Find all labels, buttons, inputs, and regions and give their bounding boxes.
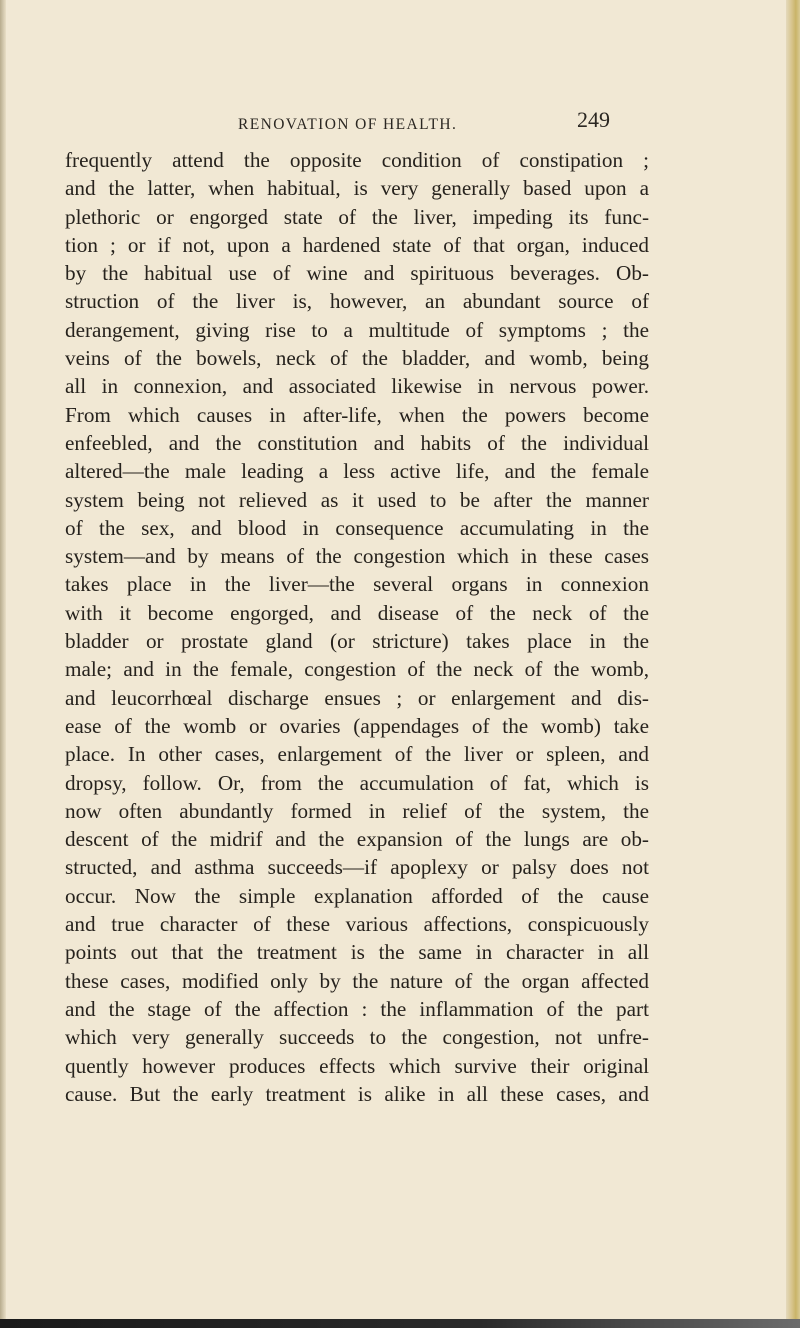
text-line: frequently attend the opposite condition of constipation ; <box>65 148 649 172</box>
text-line: descent of the midrif and the expansion of the lungs are ob- <box>65 827 649 852</box>
text-line: of the sex, and blood in consequence accumulating in the <box>65 515 649 540</box>
page-bottom-edge <box>0 1319 800 1328</box>
text-line: tion ; or if not, upon a hardened state of that organ, induced <box>65 232 649 257</box>
text-line: veins of the bowels, neck of the bladder, and womb, being <box>65 346 649 371</box>
text-line: takes place in the liver—the several organs in connexion <box>65 572 649 597</box>
page-right-edge <box>786 0 800 1328</box>
running-head: RENOVATION OF HEALTH. <box>238 116 458 133</box>
text-line: points out that the treatment is the same in character in all <box>65 940 649 965</box>
text-line: plethoric or engorged state of the liver, impeding its func- <box>65 204 649 229</box>
text-line: and the latter, when habitual, is very generally based upon a <box>65 176 649 201</box>
text-line: and leucorrhœal discharge ensues ; or enlargement and dis- <box>65 685 649 710</box>
text-line: place. In other cases, enlargement of the liver or spleen, and <box>65 742 649 767</box>
text-line: male; and in the female, congestion of the neck of the womb, <box>65 657 649 682</box>
text-line: and true character of these various affections, conspicuously <box>65 912 649 937</box>
text-line: which very generally succeeds to the congestion, not unfre- <box>65 1025 649 1050</box>
text-line: quently however produces effects which survive their original <box>65 1053 649 1078</box>
text-line: enfeebled, and the constitution and habits of the individual <box>65 430 649 455</box>
text-line: struction of the liver is, however, an abundant source of <box>65 289 649 314</box>
text-line: all in connexion, and associated likewise in nervous power. <box>65 374 649 399</box>
text-line: ease of the womb or ovaries (appendages of the womb) take <box>65 713 649 738</box>
page-number: 249 <box>577 107 610 132</box>
text-line: From which causes in after-life, when the powers become <box>65 402 649 427</box>
text-line: and the stage of the affection : the inflammation of the part <box>65 996 649 1021</box>
text-line: now often abundantly formed in relief of the system, the <box>65 798 649 823</box>
text-line: system—and by means of the congestion which in these cases <box>65 544 649 569</box>
text-line: cause. But the early treatment is alike in all these cases, and <box>65 1081 649 1106</box>
body-text <box>65 146 649 1108</box>
text-line: dropsy, follow. Or, from the accumulation of fat, which is <box>65 770 649 795</box>
text-line: these cases, modified only by the nature of the organ affected <box>65 968 649 993</box>
text-line: by the habitual use of wine and spirituous beverages. Ob- <box>65 261 649 286</box>
page-left-edge <box>0 0 6 1328</box>
text-line: derangement, giving rise to a multitude of symptoms ; the <box>65 317 649 342</box>
text-line: bladder or prostate gland (or stricture) takes place in the <box>65 629 649 654</box>
text-line: altered—the male leading a less active life, and the female <box>65 459 649 484</box>
text-line: structed, and asthma succeeds—if apoplexy or palsy does not <box>65 855 649 880</box>
text-line: system being not relieved as it used to be after the manner <box>65 487 649 512</box>
text-line: occur. Now the simple explanation afforded of the cause <box>65 883 649 908</box>
text-line: with it become engorged, and disease of the neck of the <box>65 600 649 625</box>
